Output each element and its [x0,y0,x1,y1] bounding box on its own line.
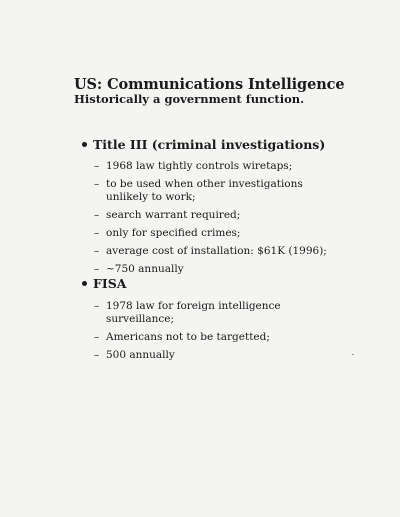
item-list [82,300,382,362]
list-item-text: 500 annually [106,349,175,361]
dash-icon: – [94,209,100,221]
bullet-dot-icon [82,281,87,286]
section-fisa [82,276,382,367]
scan-speck [352,354,354,355]
list-item-text: Americans not to be targetted; [106,331,270,343]
dash-icon: – [94,178,100,190]
list-item [82,331,338,344]
section-heading [82,276,382,291]
dash-icon: – [94,331,100,343]
list-item-text: 1978 law for foreign intelligence surveillance; [106,300,281,325]
list-item [82,263,338,276]
list-item-text: search warrant required; [106,209,241,221]
list-item-text: to be used when other investigations unlikely to work; [106,178,303,203]
dash-icon: – [94,300,100,312]
dash-icon: – [94,349,100,361]
list-item [82,209,338,222]
list-item [82,300,338,326]
section-heading-text: Title III (criminal investigations) [93,137,326,152]
dash-icon: – [94,245,100,257]
list-item-text: average cost of installation: $61K (1996); [106,245,327,257]
item-list [82,160,382,276]
list-item-text: ~750 annually [106,263,184,275]
dash-icon: – [94,227,100,239]
list-item [82,178,338,204]
dash-icon: – [94,263,100,275]
section-heading [82,137,382,152]
list-item [82,349,338,362]
bullet-dot-icon [82,142,87,147]
list-item-text: only for specified crimes; [106,227,241,239]
list-item [82,245,338,258]
dash-icon: – [94,160,100,172]
list-item [82,160,338,173]
list-item [82,227,338,240]
section-heading-text: FISA [93,276,127,291]
slide-subtitle: Historically a government function. [74,92,305,106]
section-title-iii [82,137,382,281]
slide-title: US: Communications Intelligence [74,76,345,93]
list-item-text: 1968 law tightly controls wiretaps; [106,160,293,172]
